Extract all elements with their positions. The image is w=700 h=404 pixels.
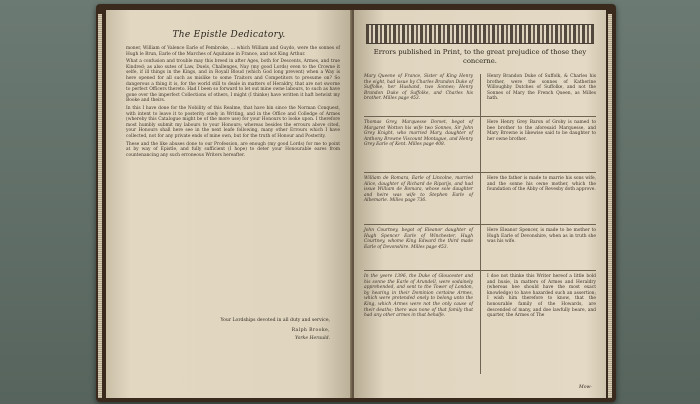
error-entry-cited: John Courtney, begot of Eleanor daughter of Hugh Spencer Earle of Winchester, Hugh Courtney, whome King Edward the third made Earle of Devonshire. Milles page 453. xyxy=(364,228,474,250)
error-entry-correction: Here Eleanor Spencer, is made to be mother to Hugh Earle of Devonshire, when as in truth she was his wife. xyxy=(486,228,596,245)
dedication-paragraph: moner, William of Valence Earle of Pembroke, ... which William and Guydo, were the sonnes of Hugh le Brun, Earle of the Marches of Aquitaine in France, and not King Arthur. xyxy=(126,46,340,57)
dedication-signature: Ralph Brooke, xyxy=(291,328,330,333)
dedication-paragraph: What a confusion and trouble may this breed in after Ages, both for Descents, Armes, and true Kindred; as also sutes of Law, Duels, Challenges, Nay (my good Lords) even to the Crowne it selfe, if ill things in the Kings, and in Royall Bloud (which God long prevent) when a Way is here opened for all such as mislike to some Traitors and Competitors to presume on? So dangerous a thing it is, for the world still to deale in matters of Heraldry, that are not sworne to perfect Officers thereto. Had I been so forward to let out mine owne labours, to such as have gone over the imperfect Collections of others, I might (I thinke) have written it haft betwixt my Booke and theirs. xyxy=(126,59,340,104)
error-entry-cited: Mary Queene of France, Sister of King Henry the eight, had issue by Charles Brandon Duke of Suffolke, her Husband, two Sonnes; Henry Brandon Duke of Suffolke, and Charles his brother. Milles page 453. xyxy=(364,74,474,102)
error-entry-correction: Henry Brandon Duke of Suffolk, & Charles his brother, were the sonnes of Katherine Willoughby Dutches of Suffolke, and not the Sonnes of Mary the French Queen, as Milles hath. xyxy=(486,74,596,102)
dedication-office: Yorke Herauld. xyxy=(294,336,330,341)
error-entry-cited: Thomas Grey, Marquesse Dorset, begot of Margaret Wotton his wife two Sonnes, Sir John Grey Knight, who married Mary, daughter of Anthony Browne Viscount Montague, and Henry Grey Earle of Kent. Milles page 408. xyxy=(364,120,474,148)
error-entry-correction: Here Henry Grey Baron of Groby is named to bee brother to the aforesaid Marquesse, and Mary Browne is likewise said to be daughter to her owne brother. xyxy=(486,120,596,142)
dedication-paragraph: In this I have done for the Nobility of this Realme, that have bin since the Norman Conquest, with intent to leave it to posterity onely in Writing, and in the Office and Colledge of Armes (whereby this Catalogue might be of the more use) for your Honours to looke upon. I therefore most humbly submit my labours to your Honours; whereas besides the errours above cited, your Honours shall here see in the next leafe following, many other Errours which I have collected, not for any private ends of mine own, but for the truth of Honour and Posterity. xyxy=(126,105,340,139)
right-page xyxy=(354,10,606,398)
catchword: Mow- xyxy=(579,385,592,390)
error-entry-correction: I doe not thinke this Writer hereof a little bold and busie, in matters of Armes and Heraldry (whereas hee should have the most exact knowledge) to have hazarded such an assertion; I wish him therefore to know, that the honourable family of the Howards, are descended of many, and doe lawfully beare, and quarter, the Armes of The xyxy=(486,274,596,319)
entry-separator xyxy=(364,172,596,173)
entry-separator xyxy=(364,270,596,271)
ornamental-headpiece xyxy=(366,24,594,44)
errors-title: Errors published in Print, to the great prejudice of those they concerne. xyxy=(373,48,587,65)
dedication-paragraph: These and the like abuses done to our Profession, are enough (my good Lords) for me to point at by way of Epistle, and fully sufficient (I hope) to deter your Honourable eares from countenancing any such erroneous Writers hereafter. xyxy=(126,141,340,158)
entry-separator xyxy=(364,224,596,225)
dedication-body xyxy=(106,46,352,158)
error-entry-cited: William de Romara, Earle of Lincolne, married Alice, daughter of Richard de Riparijs, and had issue William de Romara, whose sole daughter and heire was wife to Stephen Earle of Albemarle. Milles page 736. xyxy=(364,176,474,204)
errors-columns xyxy=(364,74,596,374)
error-entry-correction: Here the father is made to marrie his sons wife, and the sonne his owne mother, which the foundation of the Abby of Revesby doth approve. xyxy=(486,176,596,193)
open-book xyxy=(96,4,616,402)
error-entry-cited: In the yeere 1396, the Duke of Gloucester and his sonne the Earle of Arundell, were sodainely apprehended, and sent to the Tower of London, by hearing in their Dominion certaine Armes, which were pretended onely to belong unto the King, which Armes were not the only cause of their deaths; there was none of that family that had any other armes in that behalfe. xyxy=(364,274,474,319)
left-page xyxy=(106,10,352,398)
left-page-edges xyxy=(98,14,102,398)
right-page-edges xyxy=(608,14,612,398)
dedication-title: The Epistle Dedicatory. xyxy=(172,30,286,40)
entry-separator xyxy=(364,116,596,117)
dedication-signoff: Your Lordships devoted in all duty and service, xyxy=(220,318,330,323)
